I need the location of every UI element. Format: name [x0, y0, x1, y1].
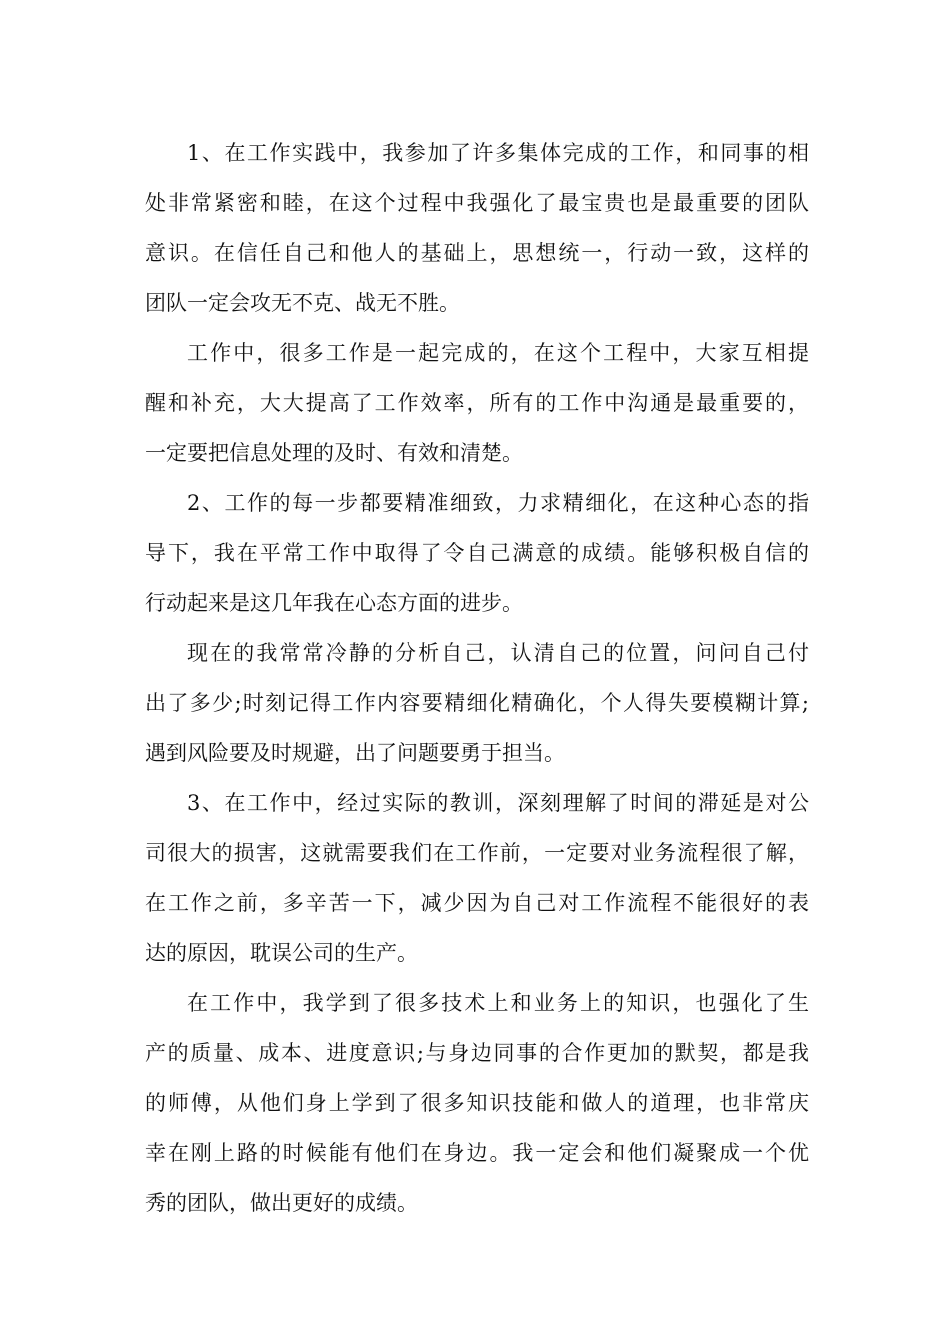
text-line: 处非常紧密和睦，在这个过程中我强化了最宝贵也是最重要的团队 — [145, 191, 809, 215]
text-line: 在工作之前，多辛苦一下，减少因为自己对工作流程不能很好的表 — [145, 891, 809, 915]
text-line: 一定要把信息处理的及时、有效和清楚。 — [145, 441, 523, 465]
text-line: 遇到风险要及时规避，出了问题要勇于担当。 — [145, 741, 565, 765]
paragraph-3 — [145, 478, 809, 628]
text-line: 达的原因，耽误公司的生产。 — [145, 941, 418, 965]
paragraph-5 — [145, 778, 809, 978]
paragraph-1 — [145, 128, 809, 328]
text-line: 导下，我在平常工作中取得了令自己满意的成绩。能够积极自信的 — [145, 541, 809, 565]
text-line: 的师傅，从他们身上学到了很多知识技能和做人的道理，也非常庆 — [145, 1091, 809, 1115]
document-body — [145, 128, 809, 1228]
text-line: 3、在工作中，经过实际的教训，深刻理解了时间的滞延是对公 — [187, 791, 809, 815]
paragraph-2 — [145, 328, 809, 478]
text-line: 幸在刚上路的时候能有他们在身边。我一定会和他们凝聚成一个优 — [145, 1141, 809, 1165]
text-line: 出了多少;时刻记得工作内容要精细化精确化，个人得失要模糊计算; — [145, 691, 809, 715]
text-line: 秀的团队，做出更好的成绩。 — [145, 1191, 418, 1215]
text-line: 司很大的损害，这就需要我们在工作前，一定要对业务流程很了解， — [145, 841, 809, 865]
text-line: 意识。在信任自己和他人的基础上，思想统一，行动一致，这样的 — [145, 241, 809, 265]
text-line: 工作中，很多工作是一起完成的，在这个工程中，大家互相提 — [187, 341, 809, 365]
text-line: 1、在工作实践中，我参加了许多集体完成的工作，和同事的相 — [187, 141, 809, 165]
text-line: 2、工作的每一步都要精准细致，力求精细化，在这种心态的指 — [187, 491, 809, 515]
text-line: 醒和补充，大大提高了工作效率，所有的工作中沟通是最重要的， — [145, 391, 809, 415]
text-line: 现在的我常常冷静的分析自己，认清自己的位置，问问自己付 — [187, 641, 809, 665]
text-line: 团队一定会攻无不克、战无不胜。 — [145, 291, 460, 315]
text-line: 在工作中，我学到了很多技术上和业务上的知识，也强化了生 — [187, 991, 809, 1015]
text-line: 产的质量、成本、进度意识;与身边同事的合作更加的默契，都是我 — [145, 1041, 809, 1065]
paragraph-6 — [145, 978, 809, 1228]
paragraph-4 — [145, 628, 809, 778]
text-line: 行动起来是这几年我在心态方面的进步。 — [145, 591, 523, 615]
